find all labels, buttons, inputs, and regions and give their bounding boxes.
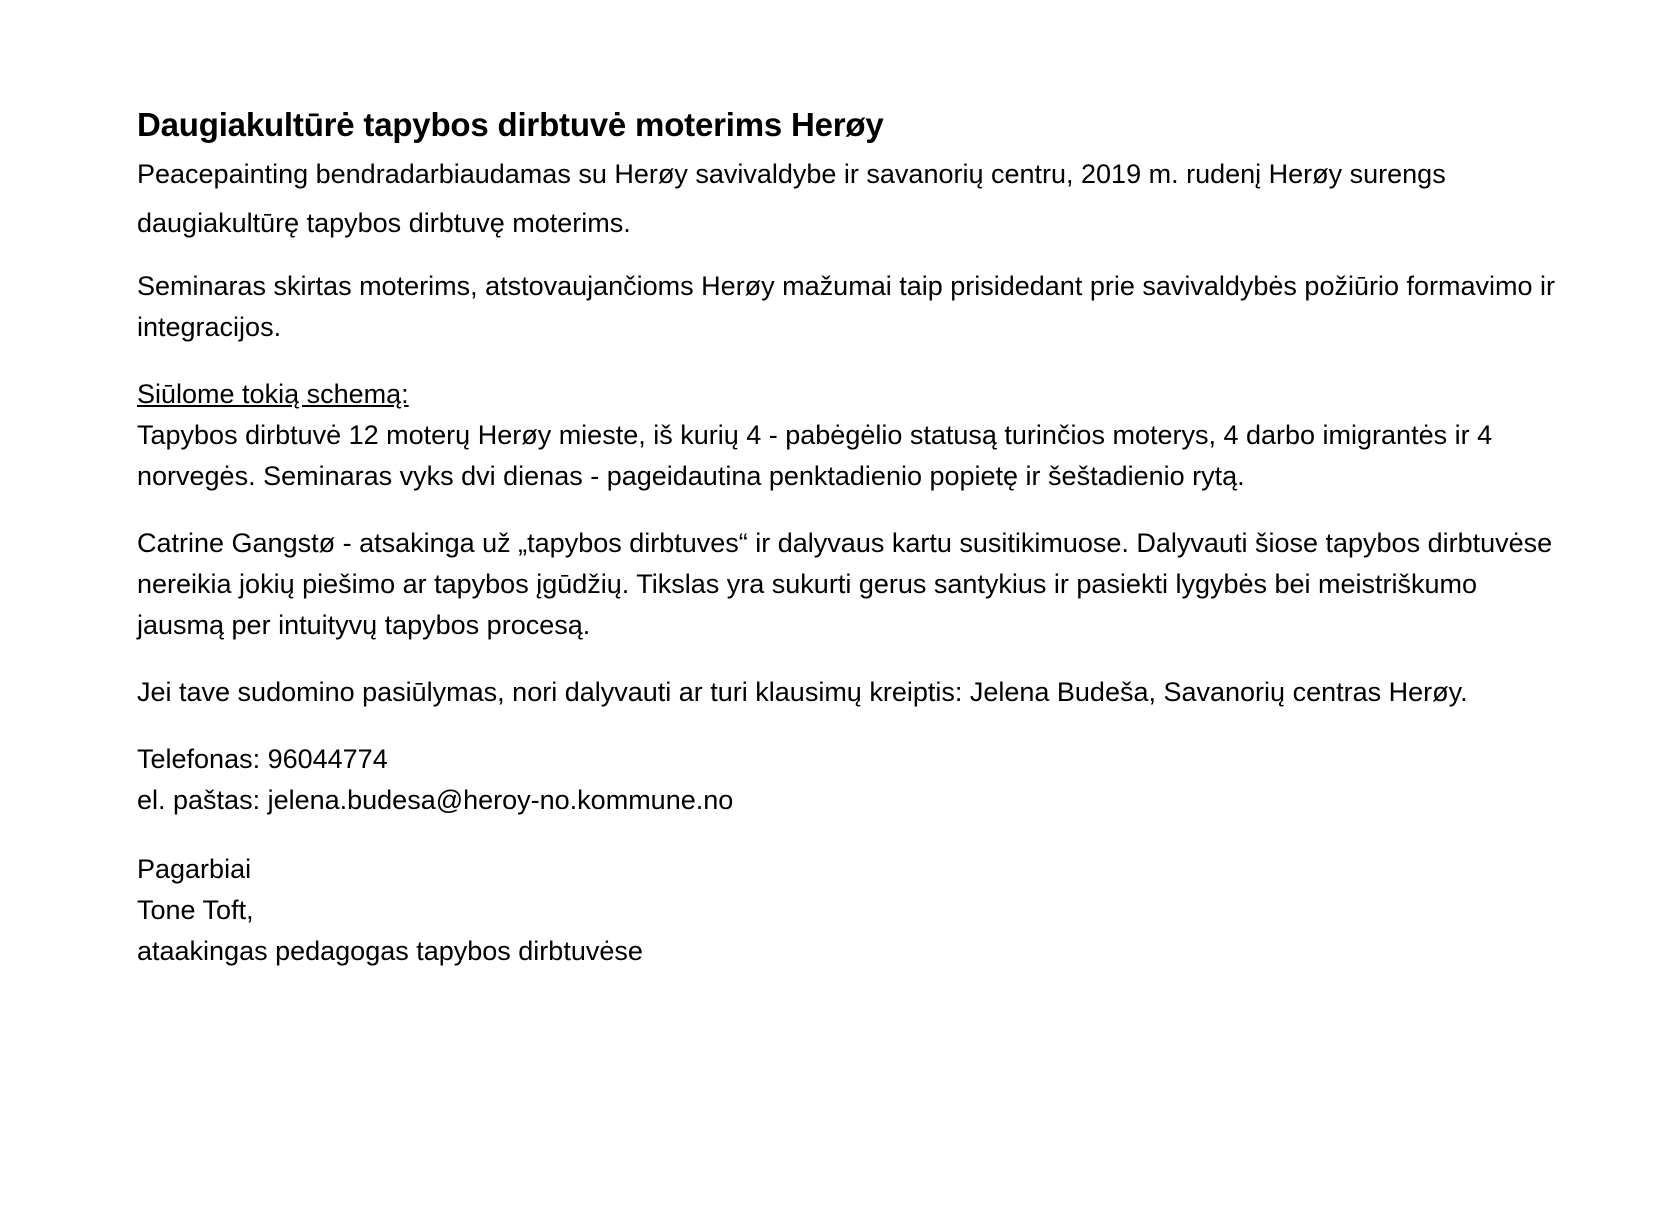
document-title: Daugiakultūrė tapybos dirbtuvė moterims Herøy [137, 106, 884, 143]
signature-block [137, 849, 1557, 972]
email-line: el. paštas: jelena.budesa@heroy-no.kommune.no [137, 785, 734, 815]
closing-line: Pagarbiai [137, 854, 252, 884]
seminar-paragraph: Seminaras skirtas moterims, atstovaujančioms Herøy mažumai taip prisidedant prie savivaldybės požiūrio formavimo ir integracijos. [137, 271, 1556, 342]
phone-line: Telefonas: 96044774 [137, 744, 388, 774]
scheme-section [137, 374, 1557, 497]
contact-intro-paragraph: Jei tave sudomino pasiūlymas, nori dalyvauti ar turi klausimų kreiptis: Jelena Budeša, Savanorių centras Herøy. [137, 677, 1468, 707]
responsible-paragraph: Catrine Gangstø - atsakinga už „tapybos dirbtuves“ ir dalyvaus kartu susitikimuose. Dalyvauti šiose tapybos dirbtuvėse nereikia jokių piešimo ar tapybos įgūdžių. Tikslas yra sukurti gerus santykius ir pasiekti lygybės bei meistriškumo jausmą per intuityvų tapybos procesą. [137, 528, 1553, 640]
scheme-paragraph: Tapybos dirbtuvė 12 moterų Herøy mieste, iš kurių 4 - pabėgėlio statusą turinčios moterys, 4 darbo imigrantės ir 4 norvegės. Seminaras vyks dvi dienas - pageidautina penktadienio popietę ir šeštadienio rytą. [137, 420, 1493, 491]
signer-name: Tone Toft, [137, 895, 254, 925]
signer-role: ataakingas pedagogas tapybos dirbtuvėse [137, 936, 643, 966]
document-page [137, 102, 1557, 972]
contact-details [137, 739, 1557, 821]
intro-paragraph: Peacepainting bendradarbiaudamas su Herøy savivaldybe ir savanorių centru, 2019 m. rudenį Herøy surengs daugiakultūrę tapybos dirbtuvę moterims. [137, 159, 1446, 238]
scheme-heading: Siūlome tokią schemą: [137, 379, 409, 409]
